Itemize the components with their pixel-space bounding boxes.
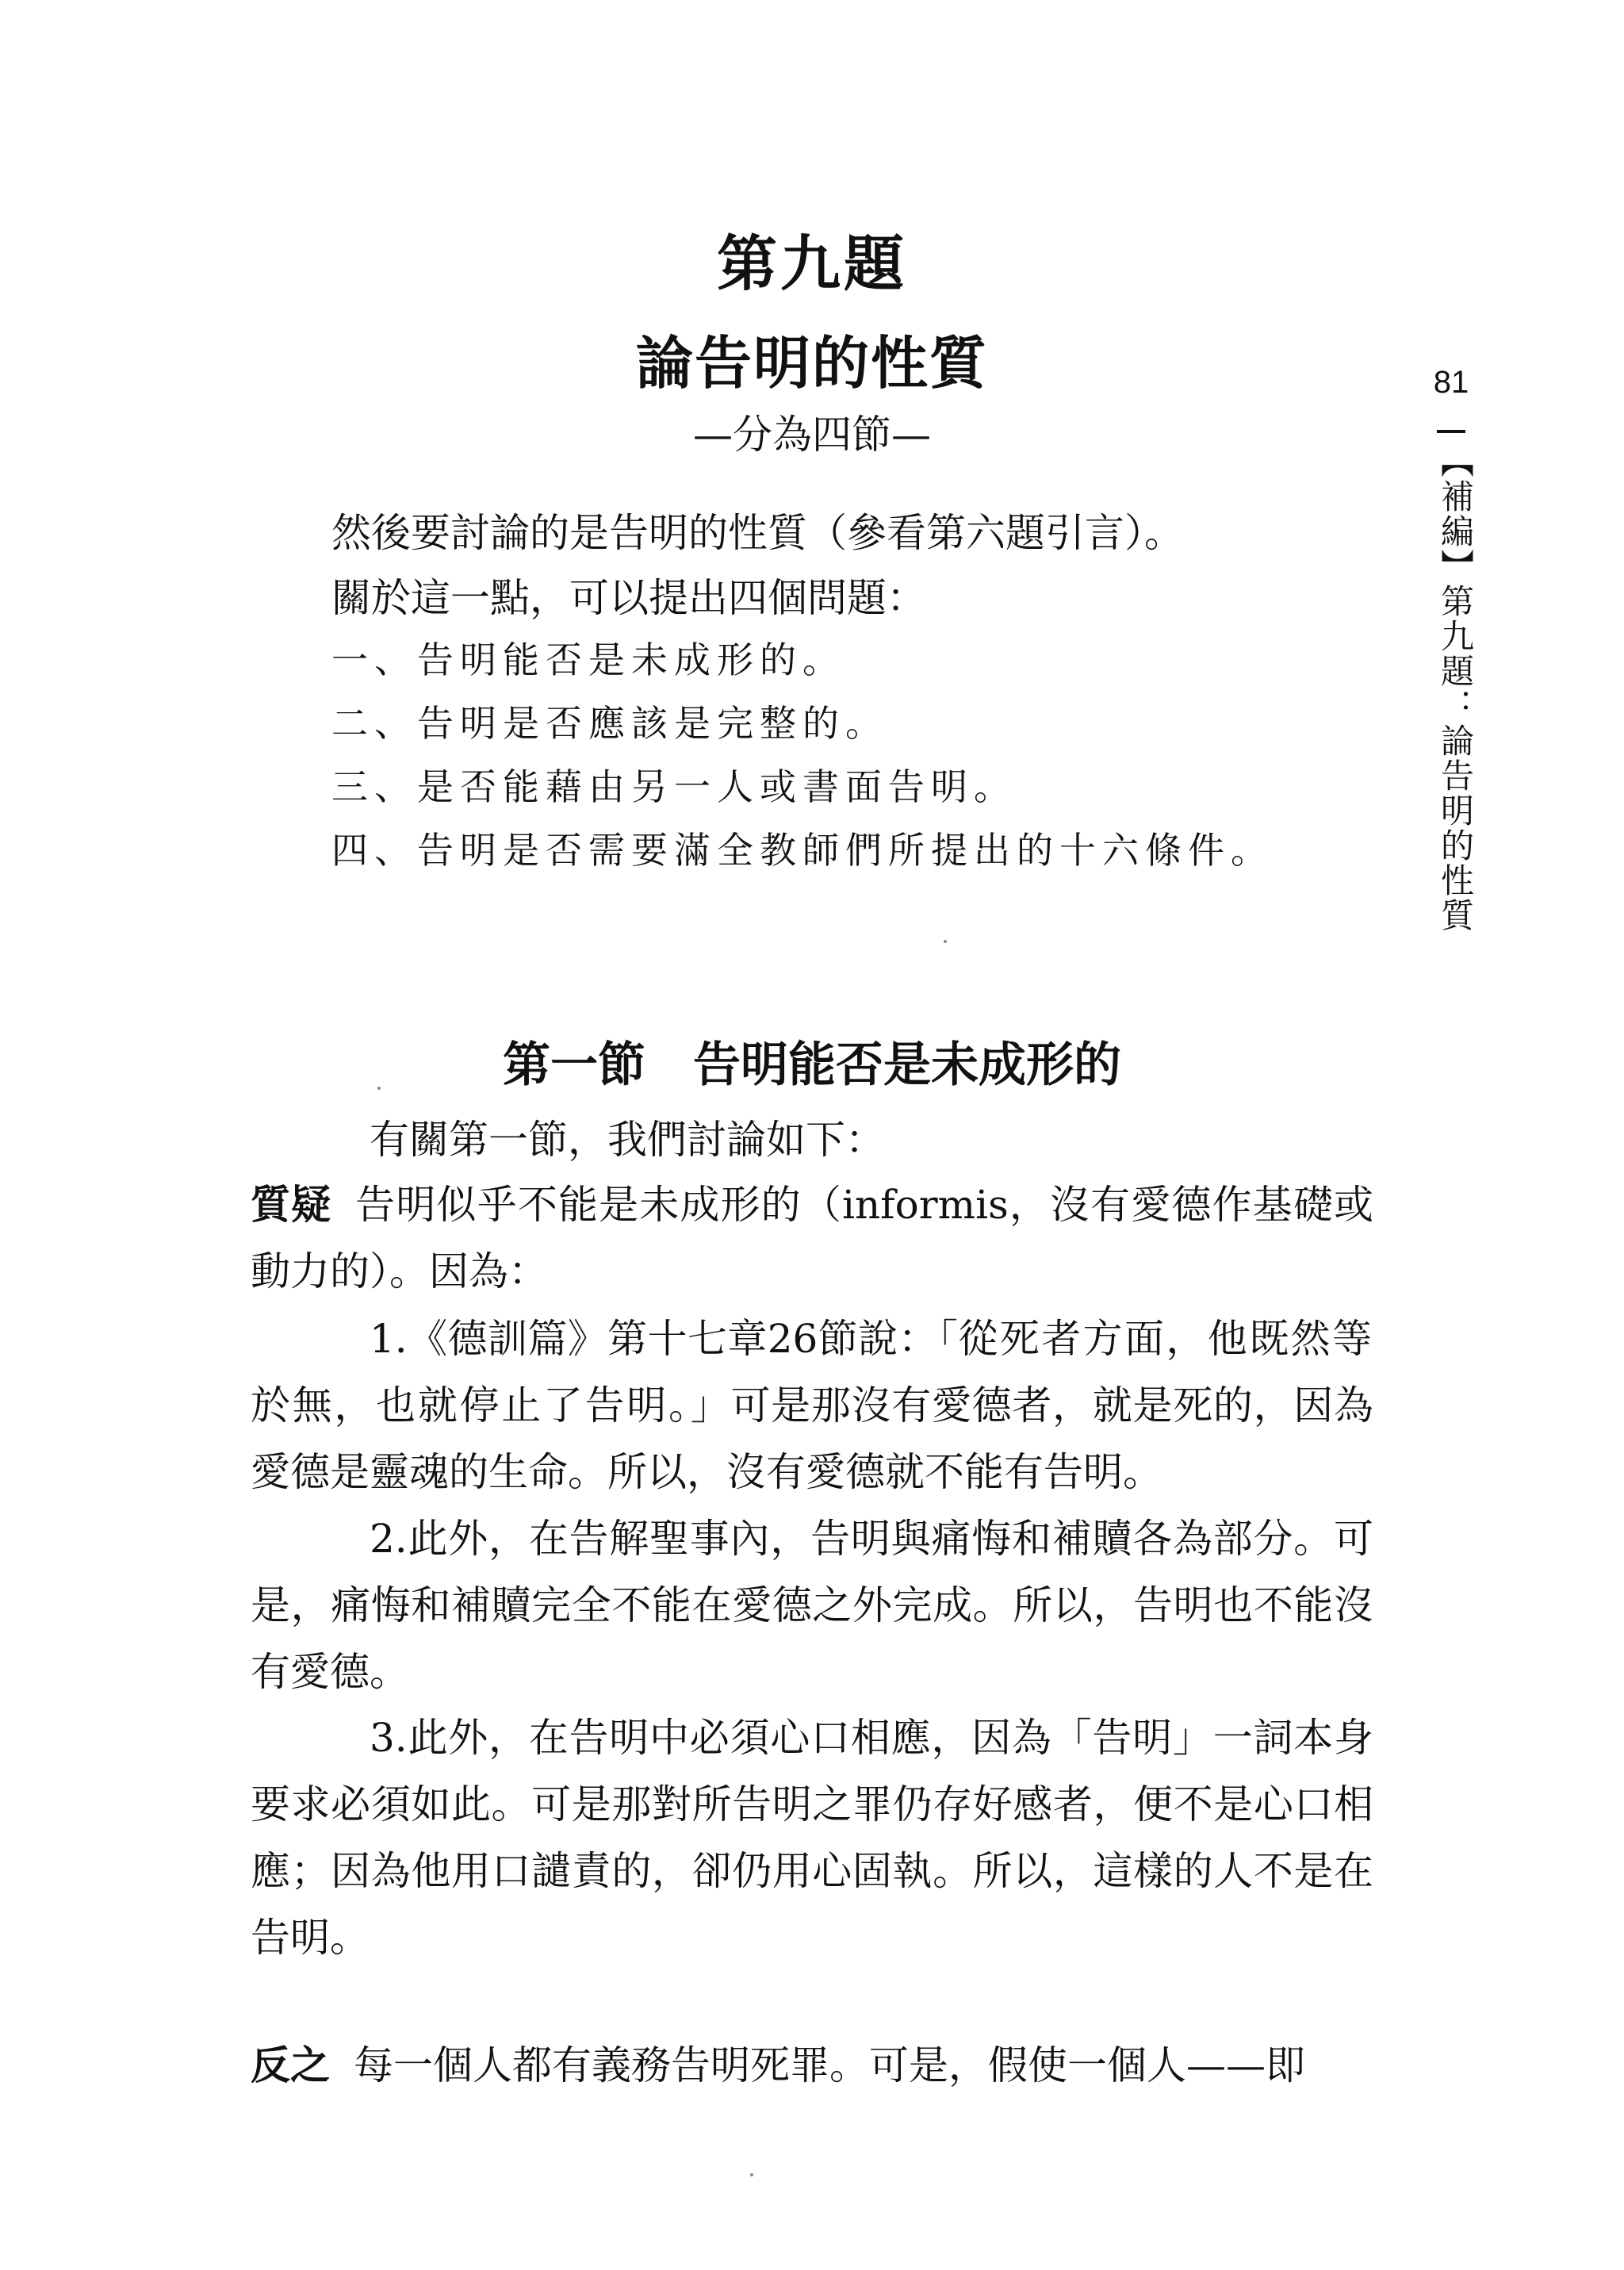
scan-speck xyxy=(750,2173,753,2176)
contra-paragraph xyxy=(251,2032,1373,2099)
subtitle: —分為四節— xyxy=(693,412,931,458)
question-list xyxy=(331,635,1274,888)
contra-label: 反之 xyxy=(251,2042,330,2088)
argument-2: 2.此外，在告解聖事內，告明與痛悔和補贖各為部分。可是，痛悔和補贖完全不能在愛德之外完成。所以，告明也不能沒有愛德。 xyxy=(251,1516,1373,1695)
objection-label: 質疑 xyxy=(251,1182,332,1228)
question-item: 一、告明能否是未成形的。 xyxy=(331,638,845,681)
running-head-rule xyxy=(1437,430,1465,433)
running-head: 【補編】第九題：論告明的性質 xyxy=(1436,444,1475,933)
argument-1 xyxy=(251,1306,1373,1505)
page-number: 81 xyxy=(1433,365,1469,400)
objection-text: 告明似乎不能是未成形的（informis，沒有愛德作基礎或動力的）。因為： xyxy=(251,1182,1373,1294)
intro-line-2: 關於這一點，可以提出四個問題： xyxy=(331,575,926,621)
chapter-title: 第九題 xyxy=(717,228,907,299)
question-item: 三、是否能藉由另一人或書面告明。 xyxy=(331,765,1017,808)
argument-1-suffix: 」可是那沒有愛德者，就是死的，因為愛德是靈魂的生命。所以，沒有愛德就不能有告明。 xyxy=(251,1382,1374,1495)
intro-line-1: 然後要討論的是告明的性質（參看第六題引言）。 xyxy=(331,510,1184,556)
question-item: 二、告明是否應該是完整的。 xyxy=(331,702,888,745)
argument-1-quote: 從死者方面，他既然等於無，也就停止了告明。 xyxy=(251,1316,1374,1428)
section-lead: 有關第一節，我們討論如下： xyxy=(370,1117,885,1163)
main-title: 論告明的性質 xyxy=(635,330,988,397)
argument-3: 3.此外，在告明中必須心口相應，因為「告明」一詞本身要求必須如此。可是那對所告明之罪仍存好感者，便不是心口相應；因為他用口譴責的，卻仍用心固執。所以，這樣的人不是在告明。 xyxy=(251,1715,1373,1961)
question-item: 四、告明是否需要滿全教師們所提出的十六條件。 xyxy=(331,829,1274,872)
section-title: 第一節 告明能否是未成形的 xyxy=(503,1037,1121,1093)
scan-speck xyxy=(377,1087,381,1090)
argument-1-prefix: 1.《德訓篇》第十七章26節說：「 xyxy=(370,1316,959,1362)
objection-paragraph xyxy=(251,1171,1373,1305)
contra-text: 每一個人都有義務告明死罪。可是，假使一個人——即 xyxy=(354,2042,1305,2088)
scan-speck xyxy=(944,940,947,943)
